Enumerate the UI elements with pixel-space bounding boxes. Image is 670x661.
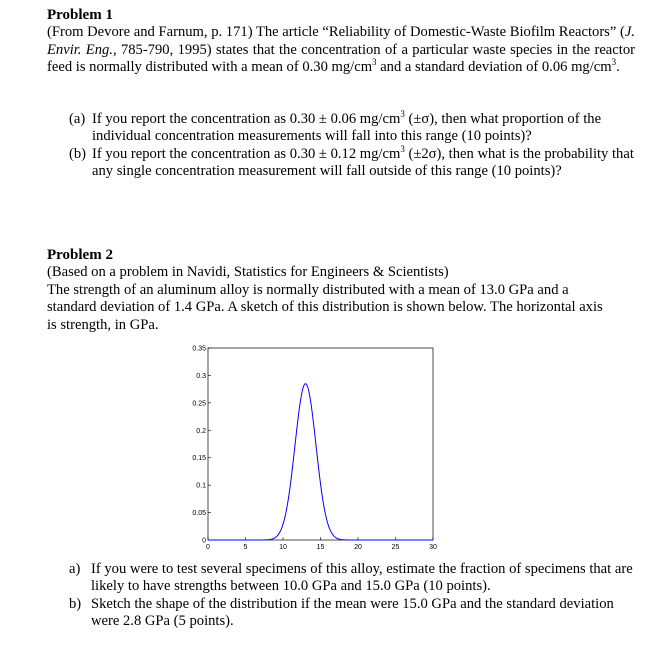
normal-distribution-chart <box>180 342 440 554</box>
problem-2-line-3: is strength, in GPa. <box>47 316 159 333</box>
x-tick-label: 10 <box>279 544 287 551</box>
problem-1-part-b <box>69 146 635 182</box>
x-tick-label: 15 <box>316 544 325 551</box>
problem-2-line-2: standard deviation of 1.4 GPa. A sketch of this distribution is shown below. The horizontal axis <box>47 299 603 315</box>
plot-frame <box>208 348 433 540</box>
x-tick-label: 20 <box>354 544 362 551</box>
y-tick-label: 0.25 <box>192 400 206 408</box>
y-tick-label: 0.1 <box>196 482 206 490</box>
y-tick-label: 0.15 <box>192 455 206 463</box>
problem-2-part-b <box>69 596 635 632</box>
y-tick-label: 0.05 <box>192 510 206 518</box>
problem-2-source: (Based on a problem in Navidi, Statistics for Engineers & Scientists) <box>47 264 449 280</box>
problem-2-description <box>47 264 647 334</box>
y-tick-label: 0 <box>202 537 206 545</box>
problem-2-heading: Problem 2 <box>47 247 113 263</box>
part-marker: b) <box>69 596 82 612</box>
y-tick-label: 0.35 <box>192 345 206 353</box>
x-tick-label: 5 <box>243 544 248 551</box>
part-marker: (a) <box>69 111 86 127</box>
problem-1-heading: Problem 1 <box>47 7 113 23</box>
problem-2-part-a <box>69 561 635 597</box>
y-tick-label: 0.3 <box>196 372 206 380</box>
problem-1-intro: (From Devore and Farnum, p. 171) The article “Reliability of Domestic-Waste Biofilm Reactors” (J. Envir. Eng., 785-790, 1995) states that the concentration of a particular waste species in the reactor feed is normally distributed with a mean of 0.30 $mg/cm^3$ and a standard deviation of 0.06 $mg/cm^3$. <box>47 24 635 75</box>
problem-1-part-a <box>69 111 635 147</box>
x-tick-label: 25 <box>391 544 400 551</box>
part-text: If you report the concentration as 0.30 ± 0.12 $mg/cm^3$ (±2σ), then what is the probability that any single concentration measurement will fall outside of this range (10 points)? <box>92 144 634 179</box>
part-text: If you were to test several specimens of this alloy, estimate the fraction of specimens that are likely to have strengths between 10.0 GPa and 15.0 GPa (10 points). <box>91 561 633 594</box>
y-tick-label: 0.2 <box>196 427 206 435</box>
part-marker: (b) <box>69 146 87 162</box>
x-tick-label: 30 <box>429 544 437 551</box>
x-tick-label: 0 <box>206 544 210 551</box>
part-marker: a) <box>69 561 81 577</box>
part-text: If you report the concentration as 0.30 ± 0.06 $mg/cm^3$ (±σ), then what proportion of the individual concentration measurements will fall into this range (10 points)? <box>92 109 602 144</box>
part-text: Sketch the shape of the distribution if the mean were 15.0 GPa and the standard deviation were 2.8 GPa (5 points). <box>91 596 614 629</box>
problem-2-line-1: The strength of an aluminum alloy is normally distributed with a mean of 13.0 GPa and a <box>47 281 569 298</box>
